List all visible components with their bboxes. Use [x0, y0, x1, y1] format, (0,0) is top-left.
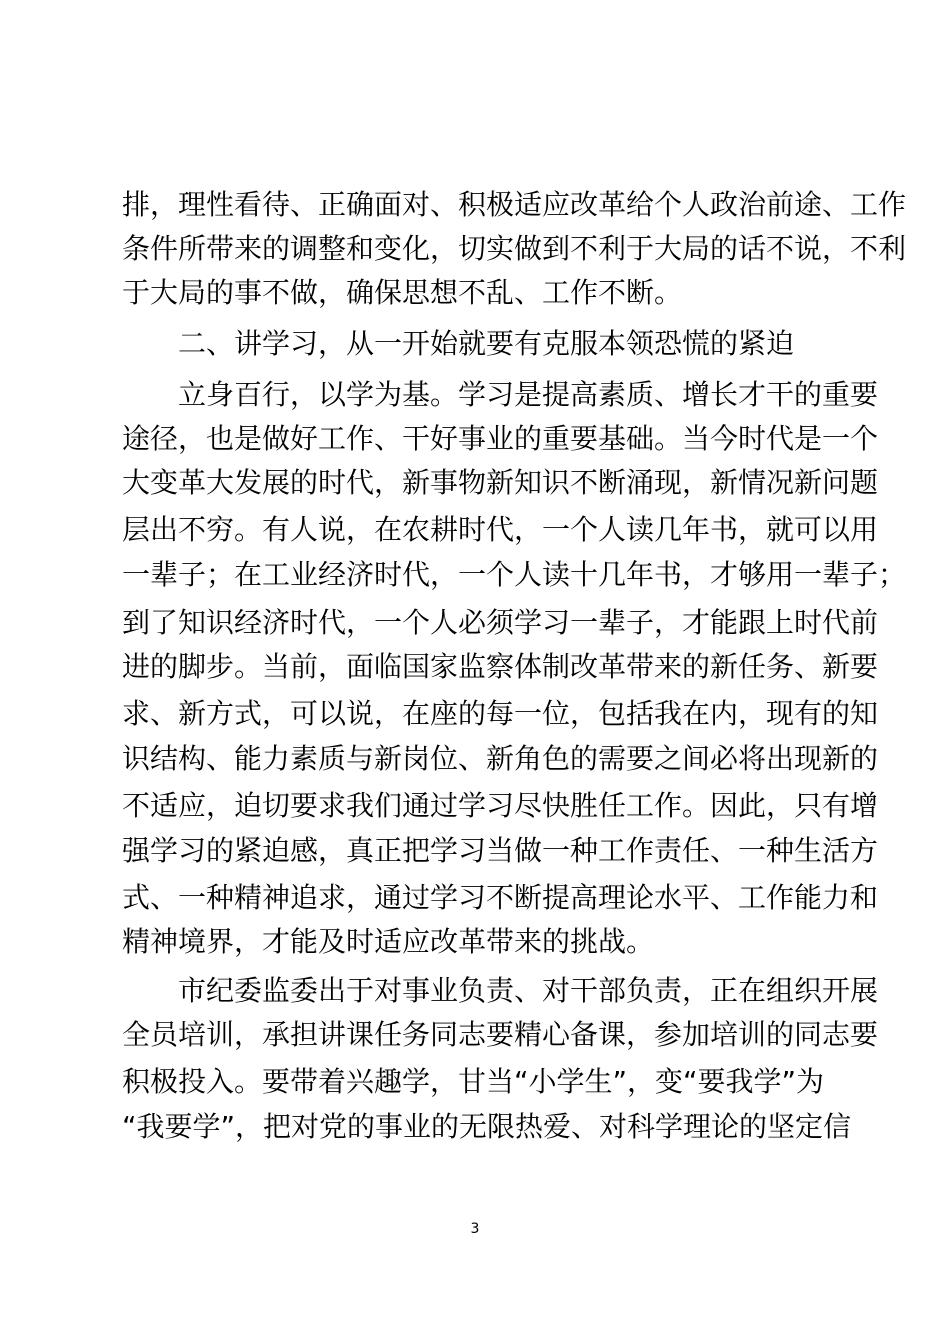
text-line: 求、新方式，可以说，在座的每一位，包括我在内，现有的知 — [122, 697, 879, 730]
text-line: 途径，也是做好工作、干好事业的重要基础。当今时代是一个 — [122, 422, 879, 455]
text-line: 进的脚步。当前，面临国家监察体制改革带来的新任务、新要 — [122, 650, 879, 683]
text-line: 层出不穷。有人说，在农耕时代，一个人读几年书，就可以用 — [122, 513, 879, 546]
text-line: 全员培训，承担讲课任务同志要精心备课，参加培训的同志要 — [122, 1018, 879, 1051]
page-number: 3 — [470, 1221, 480, 1237]
text-line: 识结构、能力素质与新岗位、新角色的需要之间必将出现新的 — [122, 742, 879, 775]
text-line: 大变革大发展的时代，新事物新知识不断涌现，新情况新问题 — [122, 466, 879, 499]
text-line: 式、一种精神追求，通过学习不断提高理论水平、工作能力和 — [122, 881, 879, 914]
section-heading: 二、讲学习，从一开始就要有克服本领恐慌的紧迫 — [178, 327, 795, 360]
paragraph-start-line: 市纪委监委出于对事业负责、对干部负责，正在组织开展 — [178, 974, 879, 1007]
text-line: 积极投入。要带着兴趣学，甘当“小学生”，变“要我学”为 — [122, 1065, 825, 1098]
text-line: 精神境界，才能及时适应改革带来的挑战。 — [122, 925, 655, 958]
text-line: 条件所带来的调整和变化，切实做到不利于大局的话不说，不利 — [122, 232, 907, 265]
text-line: “我要学”，把对党的事业的无限热爱、对科学理论的坚定信 — [122, 1110, 852, 1143]
text-line: 一辈子；在工业经济时代，一个人读十几年书，才够用一辈子； — [122, 558, 907, 591]
text-line: 不适应，迫切要求我们通过学习尽快胜任工作。因此，只有增 — [122, 789, 879, 822]
text-line: 于大局的事不做，确保思想不乱、工作不断。 — [122, 276, 683, 309]
text-line: 排，理性看待、正确面对、积极适应改革给个人政治前途、工作 — [122, 188, 907, 221]
paragraph-start-line: 立身百行，以学为基。学习是提高素质、增长才干的重要 — [178, 378, 879, 411]
text-line: 到了知识经济时代，一个人必须学习一辈子，才能跟上时代前 — [122, 606, 879, 639]
text-line: 强学习的紧迫感，真正把学习当做一种工作责任、一种生活方 — [122, 834, 879, 867]
